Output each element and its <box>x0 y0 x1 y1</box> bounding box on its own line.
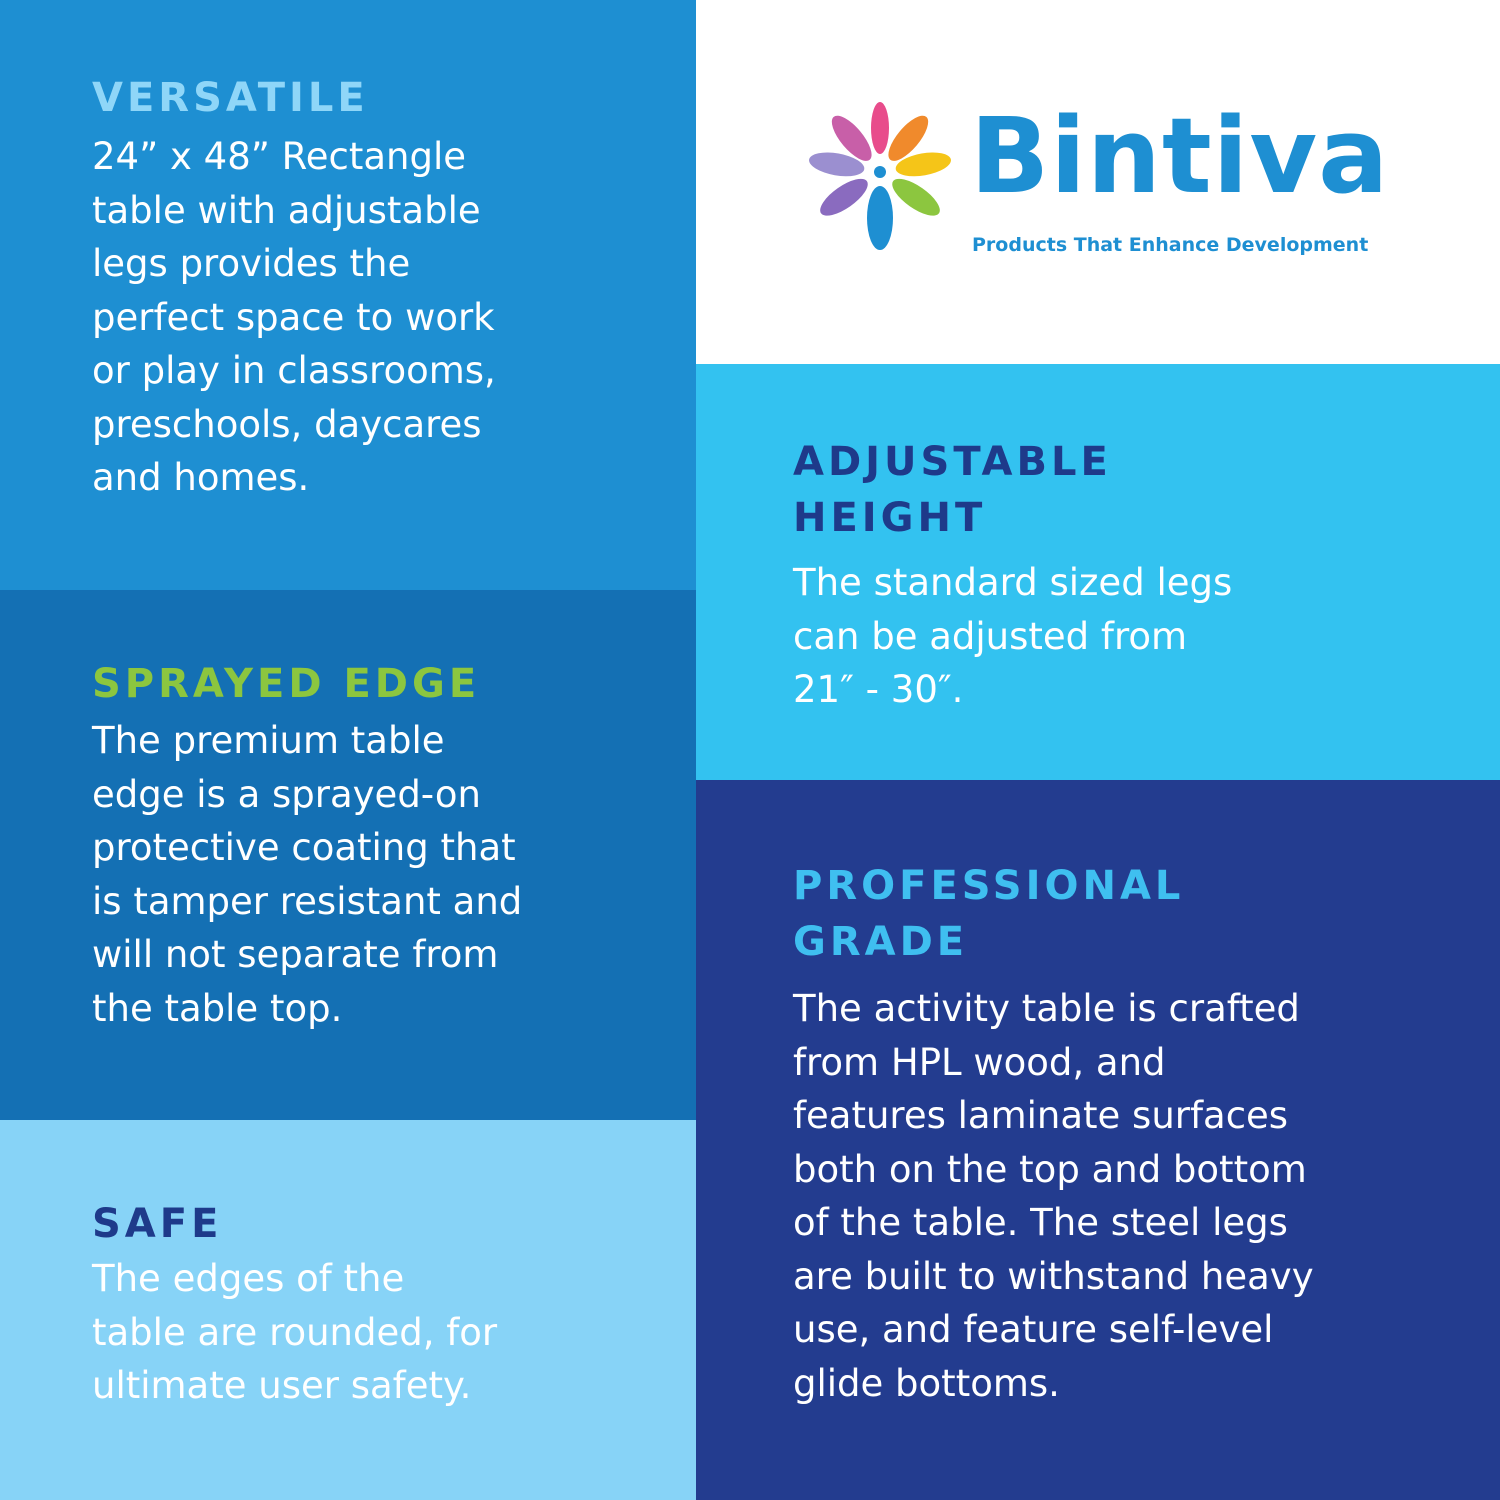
professional-grade-text: The activity table is crafted from HPL wood, and features laminate surfaces both on the top and bottom of the table. The steel legs are built to withstand heavy use, and feature self-level glide bottoms. <box>793 987 1314 1405</box>
versatile-panel <box>0 0 696 590</box>
logo-petal <box>871 102 889 154</box>
sprayed-edge-text: The premium table edge is a sprayed-on protective coating that is tamper resistant and will not separate from the table top. <box>92 719 523 1030</box>
brand-name: Bintiva <box>970 95 1390 217</box>
logo-petal <box>815 172 873 222</box>
flower-petals-icon <box>788 102 968 252</box>
logo-petal <box>887 172 945 222</box>
logo-petal <box>867 186 893 250</box>
brand-tagline: Products That Enhance Development <box>972 234 1369 256</box>
professional-grade-panel <box>696 780 1500 1500</box>
professional-grade-heading: PROFESSIONAL GRADE <box>793 863 1185 965</box>
adjustable-height-panel <box>696 364 1500 780</box>
sprayed-edge-panel <box>0 590 696 1120</box>
safe-text: The edges of the table are rounded, for ultimate user safety. <box>92 1257 498 1407</box>
safe-panel <box>0 1120 696 1500</box>
safe-heading: SAFE <box>92 1201 223 1247</box>
versatile-heading: VERSATILE <box>92 75 369 121</box>
adjustable-height-heading: ADJUSTABLE HEIGHT <box>793 439 1112 541</box>
logo-panel <box>696 0 1500 364</box>
versatile-text: 24” x 48” Rectangle table with adjustable legs provides the perfect space to work or play in classrooms, preschools, daycares and homes. <box>92 135 496 499</box>
adjustable-height-text: The standard sized legs can be adjusted from 21″ - 30″. <box>793 561 1233 711</box>
brand-logo <box>792 95 1412 262</box>
sprayed-edge-heading: SPRAYED EDGE <box>92 661 481 707</box>
